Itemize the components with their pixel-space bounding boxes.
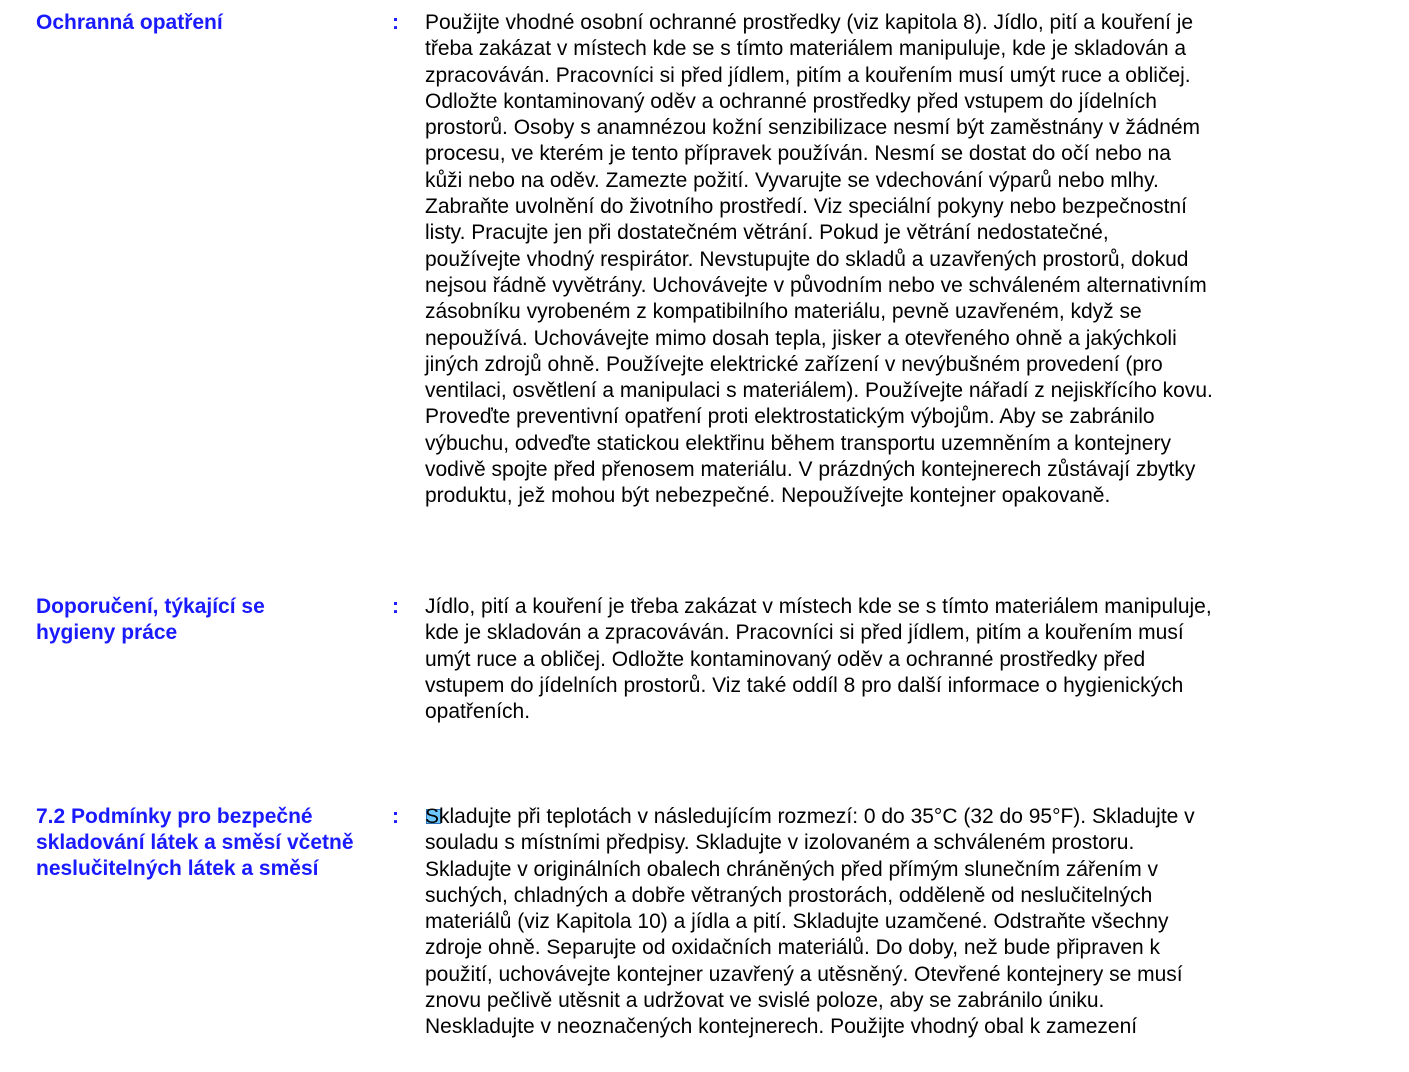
section-label: 7.2 Podmínky pro bezpečné skladování látek a směsí včetně neslučitelných látek a směsí — [36, 805, 354, 880]
section-label: Doporučení, týkající se hygieny práce — [36, 595, 265, 644]
label-colon: : — [392, 805, 399, 828]
section-label: Ochranná opatření — [36, 11, 223, 34]
section-text: Použijte vhodné osobní ochranné prostředky (viz kapitola 8). Jídlo, pití a kouření je třeba zakázat v místech kde se s tímto materiálem manipuluje, kde je skladován a zpracováván. Pracovníci si před jídlem, pitím a kouřením musí umýt ruce a obličej. Odložte kontaminovaný oděv a ochranné prostředky před vstupem do jídelních prostorů. Osoby s anamnézou kožní senzibilizace nesmí být zaměstnány v žádném procesu, ve kterém je tento přípravek používán. Nesmí se dostat do očí nebo na kůži nebo na oděv. Zamezte požití. Vyvarujte se vdechování výparů nebo mlhy. Zabraňte uvolnění do životního prostředí. Viz speciální pokyny nebo bezpečnostní listy. Pracujte jen při dostatečném větrání. Pokud je větrání nedostatečné, používejte vhodný respirátor. Nevstupujte do skladů a uzavřených prostorů, dokud nejsou řádně vyvětrány. Uchovávejte v původním nebo ve schváleném alternativním zásobníku vyrobeném z kompatibilního materiálu, pevně uzavřeném, když se nepoužívá. Uchovávejte mimo dosah tepla, jisker a otevřeného ohně a jakýchkoli jiných zdrojů ohně. Používejte elektrické zařízení v nevýbušném provedení (pro ventilaci, osvětlení a manipulaci s materiálem). Používejte nářadí z nejiskřícího kovu. Proveďte preventivní opatření proti elektrostatickým výbojům. Aby se zabránilo výbuchu, odveďte statickou elektřinu během transportu uzemněním a kontejnery vodivě spojte před přenosem materiálu. V prázdných kontejnerech zůstávají zbytky produktu, jež mohou být nebezpečné. Nepoužívejte kontejner opakovaně. — [425, 11, 1213, 508]
label-colon: : — [392, 595, 399, 618]
section-text: Jídlo, pití a kouření je třeba zakázat v místech kde se s tímto materiálem manipuluje, kde je skladován a zpracováván. Pracovníci si před jídlem, pitím a kouřením musí umýt ruce a obličej. Odložte kontaminovaný oděv a ochranné prostředky před vstupem do jídelních prostorů. Viz také oddíl 8 pro další informace o hygienických opatřeních. — [425, 595, 1212, 724]
label-colon: : — [392, 11, 399, 34]
section-text: Skladujte při teplotách v následujícím rozmezí: 0 do 35°C (32 do 95°F). Skladujte v souladu s místními předpisy. Skladujte v izolovaném a schváleném prostoru. Skladujte v originálních obalech chráněných před přímým slunečním zářením v suchých, chladných a dobře větraných prostorách, odděleně od neslučitelných materiálů (viz Kapitola 10) a jídla a pití. Skladujte uzamčené. Odstraňte všechny zdroje ohně. Separujte od oxidačních materiálů. Do doby, než bude připraven k použití, uchovávejte kontejner uzavřený a utěsněný. Otevřené kontejnery se musí znovu pečlivě utěsnit a udržovat ve svislé poloze, aby se zabránilo úniku. Neskladujte v neoznačených kontejnerech. Použijte vhodný obal k zamezení — [425, 805, 1195, 1039]
